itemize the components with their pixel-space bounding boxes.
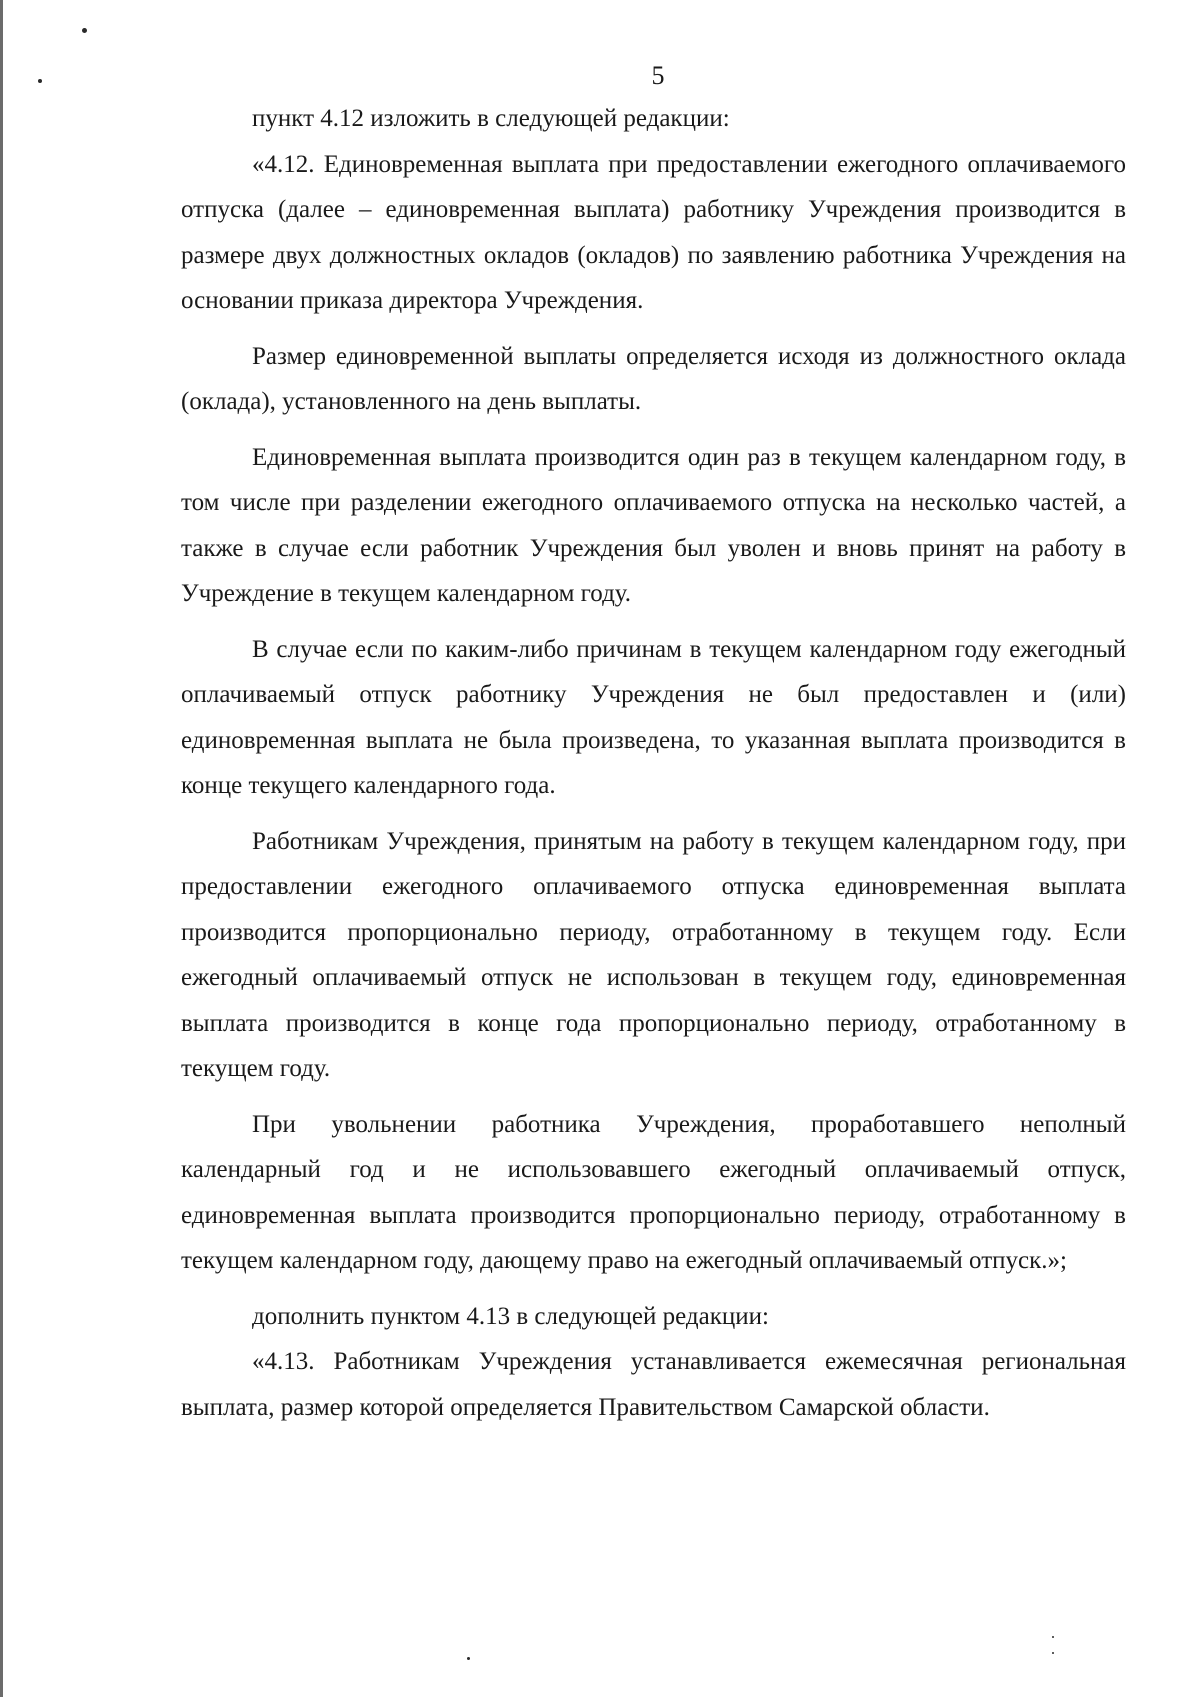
paragraph-6: Работникам Учреждения, принятым на работу в текущем календарном году, при предоставлении ежегодного оплачиваемого отпуска единовременная выплата производится пропорционально периоду, отработанному в текущем году. Если ежегодный оплачиваемый отпуск не использован в текущем году, единовременная выплата производится в конце года пропорционально периоду, отработанному в текущем году. [181, 827, 1126, 1082]
paragraph-7: При увольнении работника Учреждения, проработавшего неполный календарный год и не использовавшего ежегодный оплачиваемый отпуск, единовременная выплата производится пропорционально периоду, отработанному в текущем календарном году, дающему право на ежегодный оплачиваемый отпуск.»; [181, 1110, 1126, 1274]
paragraph-5: В случае если по каким-либо причинам в текущем календарном году ежегодный оплачиваемый отпуск работнику Учреждения не был предоставлен и (или) единовременная выплата не была произведена, то указанная выплата производится в конце текущего календарного года. [181, 635, 1126, 799]
document-body [181, 96, 1126, 1430]
scan-edge [0, 0, 3, 1697]
paragraph-2: «4.12. Единовременная выплата при предоставлении ежегодного оплачиваемого отпуска (далее – единовременная выплата) работнику Учреждения производится в размере двух должностных окладов (окладов) по заявлению работника Учреждения на основании приказа директора Учреждения. [181, 150, 1126, 314]
paragraph-8: дополнить пунктом 4.13 в следующей редакции: [252, 1302, 769, 1330]
scan-speck [1052, 1636, 1054, 1638]
paragraph-1: пункт 4.12 изложить в следующей редакции: [252, 105, 730, 132]
scan-speck [467, 1657, 470, 1660]
scan-speck [1052, 1652, 1054, 1654]
paragraph-9: «4.13. Работникам Учреждения устанавливается ежемесячная региональная выплата, размер которой определяется Правительством Самарской области. [181, 1348, 1126, 1421]
paragraph-3: Размер единовременной выплаты определяется исходя из должностного оклада (оклада), установленного на день выплаты. [181, 342, 1126, 415]
page-number: 5 [651, 61, 665, 90]
paragraph-4: Единовременная выплата производится один раз в текущем календарном году, в том числе при разделении ежегодного оплачиваемого отпуска на несколько частей, а также в случае если работник Учреждения был уволен и вновь принят на работу в Учреждение в текущем календарном году. [181, 443, 1126, 607]
scan-speck [82, 28, 87, 33]
